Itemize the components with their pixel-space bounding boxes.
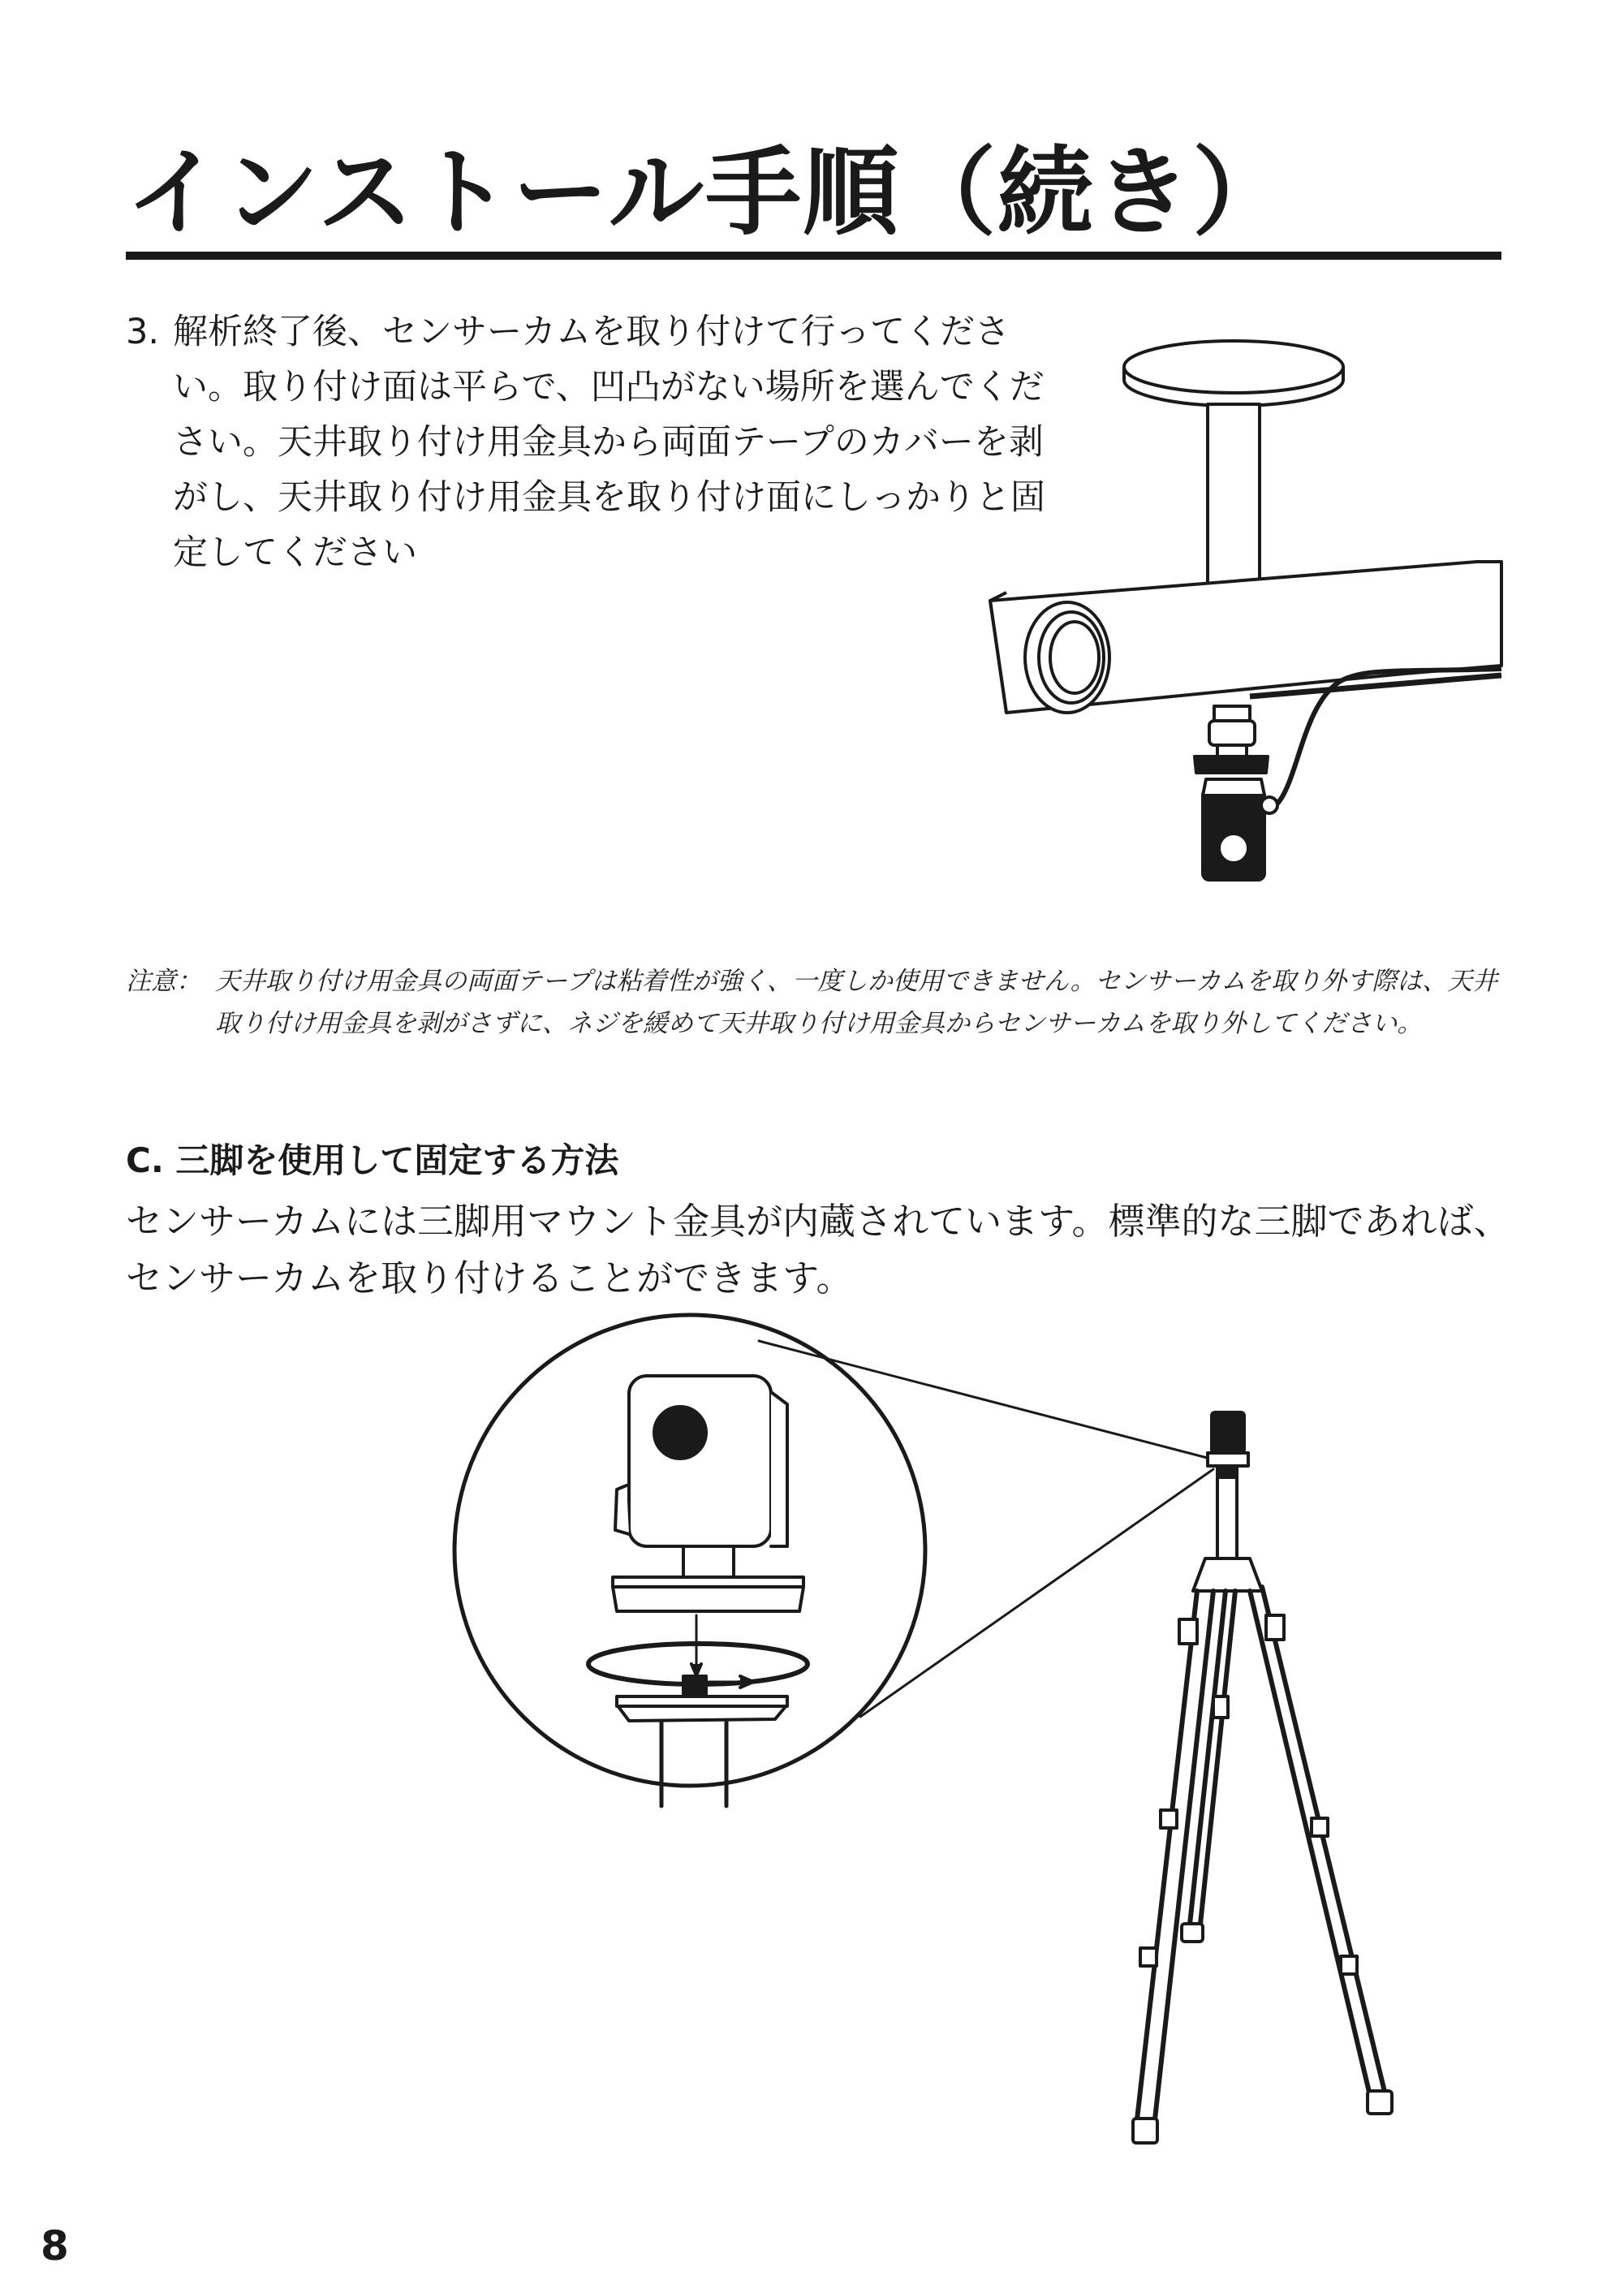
step-3 — [126, 304, 1067, 580]
step-number: 3. — [126, 312, 160, 352]
section-c-body: センサーカムには三脚用マウント金具が内蔵されています。標準的な三脚であれば、センサーカムを取り付けることができます。 — [126, 1200, 1510, 1300]
step-text: 解析終了後、センサーカムを取り付けて行ってください。取り付け面は平らで、凹凸がない場所を選んでください。天井取り付け用金具から両面テープのカバーを剥がし、天井取り付け用金具を取り付け面にしっかりと固定してください — [173, 312, 1045, 573]
ceiling-mount-illustration — [982, 325, 1518, 909]
page-number: 8 — [41, 2222, 69, 2270]
title-rule — [126, 252, 1501, 260]
section-c-heading: C. 三脚を使用して固定する方法 — [126, 1140, 619, 1180]
caution-label: 注意： — [126, 967, 201, 996]
tripod-illustration — [454, 1331, 1428, 2151]
caution-text: 天井取り付け用金具の両面テープは粘着性が強く、一度しか使用できません。センサーカムを取り外す際は、天井取り付け用金具を剥がさずに、ネジを緩めて天井取り付け用金具からセンサーカムを取り外してください。 — [215, 967, 1498, 1038]
page-title: インストール手順（続き） — [126, 136, 1290, 248]
caution-note — [126, 960, 1506, 1045]
